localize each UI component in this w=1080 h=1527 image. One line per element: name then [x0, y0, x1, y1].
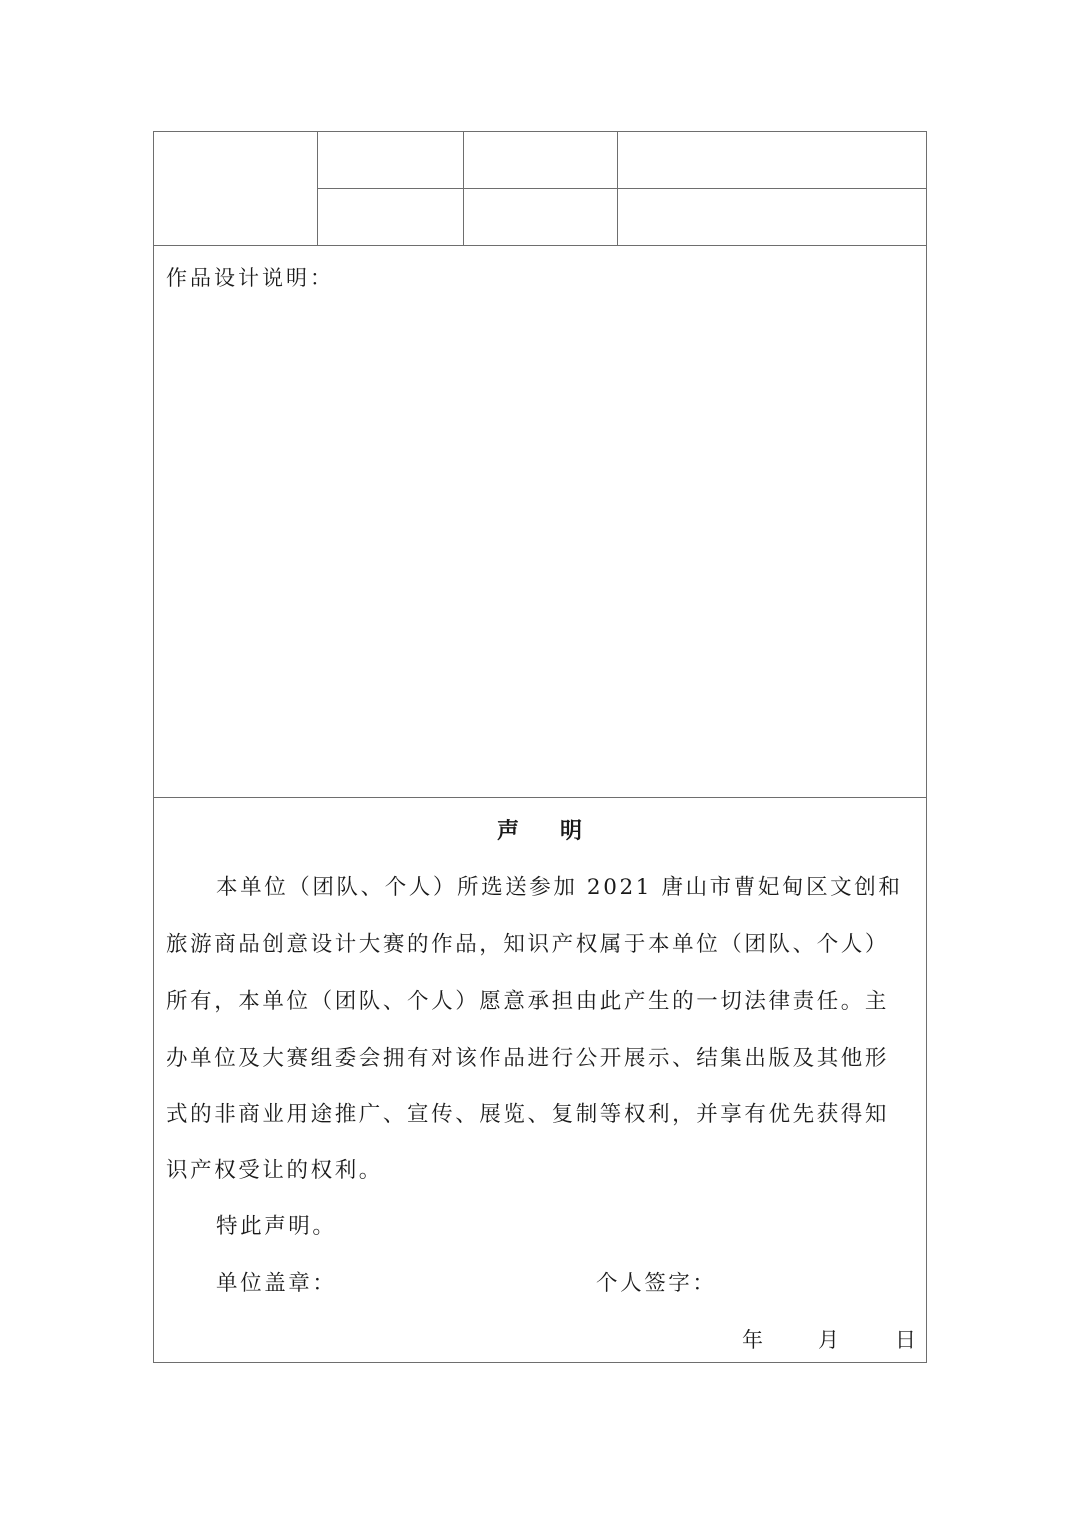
header-label-cell: [154, 132, 317, 245]
entry-form-table: [153, 131, 927, 1363]
field-cell-r1c3[interactable]: [465, 132, 617, 188]
col-divider-2: [463, 132, 464, 246]
field-cell-r1c4[interactable]: [619, 132, 926, 188]
col-divider-3: [617, 132, 618, 246]
declaration-closing: 特此声明。: [216, 1214, 337, 1239]
declaration-line-3: 所有，本单位（团队、个人）愿意承担由此产生的一切法律责任。主: [166, 989, 890, 1014]
col-divider-1: [317, 132, 318, 246]
row-divider-3: [154, 797, 926, 798]
design-description-area[interactable]: [154, 292, 926, 792]
field-cell-r2c2[interactable]: [319, 190, 463, 245]
field-cell-r1c2[interactable]: [319, 132, 463, 188]
declaration-line-6: 识产权受让的权利。: [166, 1158, 383, 1183]
date-year-label: 年: [742, 1328, 763, 1352]
personal-signature-label: 个人签字：: [596, 1271, 717, 1296]
row-divider-1: [318, 188, 926, 189]
design-description-label: 作品设计说明：: [166, 266, 334, 290]
personal-signature-field[interactable]: [714, 1260, 914, 1300]
declaration-line-1: 本单位（团队、个人）所选送参加 2021 唐山市曹妃甸区文创和: [216, 875, 903, 900]
date-day-label: 日: [895, 1328, 916, 1352]
declaration-line-2: 旅游商品创意设计大赛的作品，知识产权属于本单位（团队、个人）: [166, 932, 890, 957]
field-cell-r2c3[interactable]: [465, 190, 617, 245]
date-month-label: 月: [818, 1328, 839, 1352]
declaration-title-char-2: 明: [560, 818, 586, 844]
field-cell-r2c4[interactable]: [619, 190, 926, 245]
unit-seal-field[interactable]: [334, 1260, 584, 1300]
declaration-line-5: 式的非商业用途推广、宣传、展览、复制等权利，并享有优先获得知: [166, 1102, 890, 1127]
row-divider-2: [154, 245, 926, 246]
declaration-line-4: 办单位及大赛组委会拥有对该作品进行公开展示、结集出版及其他形: [166, 1046, 890, 1071]
declaration-title-char-1: 声: [496, 818, 522, 844]
declaration-title: [154, 814, 928, 845]
unit-seal-label: 单位盖章：: [216, 1271, 337, 1296]
